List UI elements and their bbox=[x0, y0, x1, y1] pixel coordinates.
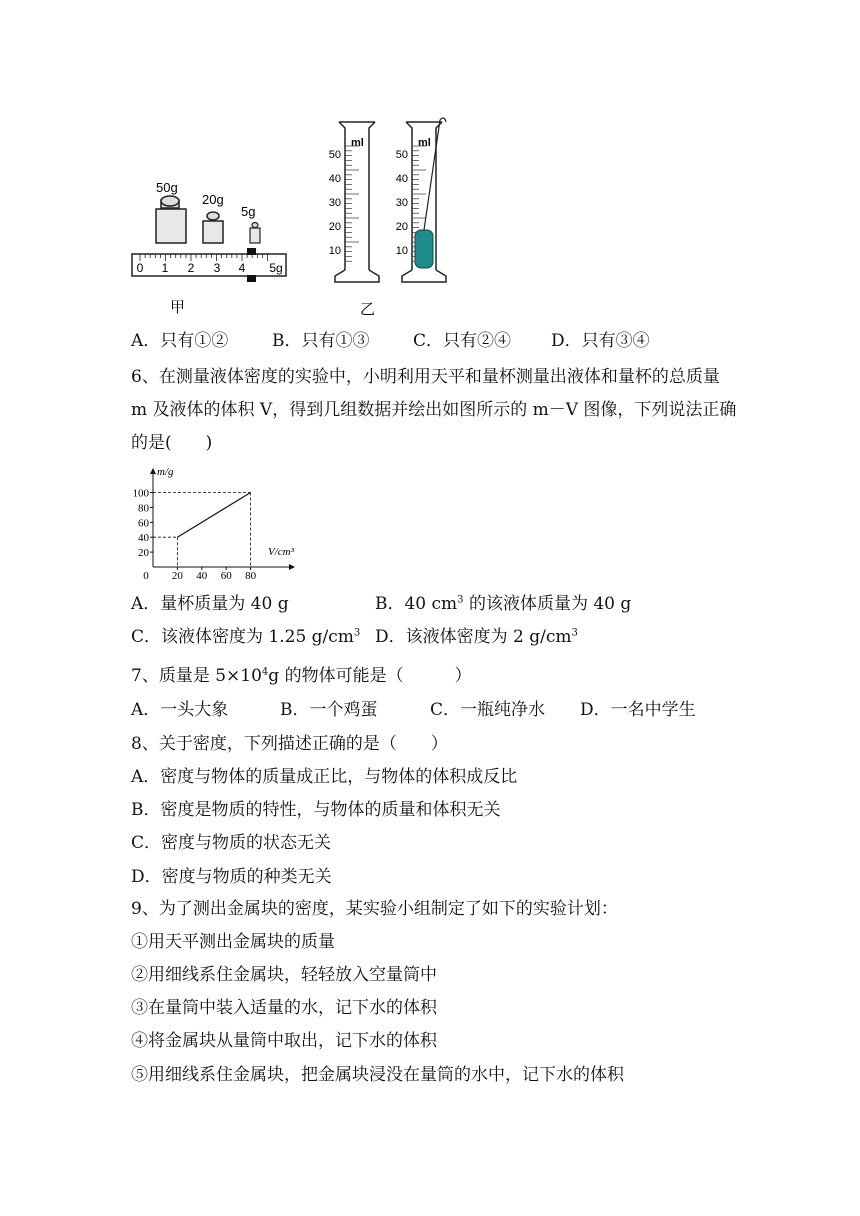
balance-ruler bbox=[132, 248, 286, 282]
ruler-label-3: 3 bbox=[213, 261, 221, 275]
y-tick-label: 40 bbox=[138, 532, 149, 545]
x-axis-label: V/cm³ bbox=[268, 546, 294, 558]
q9-step-4: ④将金属块从量筒中取出，记下水的体积 bbox=[131, 1031, 437, 1051]
q6-stem-line1: 6、在测量液体密度的实验中，小明利用天平和量杯测量出液体和量杯的总质量 bbox=[131, 367, 720, 387]
q8-option-d: D．密度与物质的种类无关 bbox=[131, 867, 332, 887]
q8-option-a: A．密度与物体的质量成正比，与物体的体积成反比 bbox=[131, 767, 518, 787]
mv-chart bbox=[126, 463, 306, 583]
q7-option-c: C．一瓶纯净水 bbox=[430, 700, 546, 720]
q5-option-c: C．只有②④ bbox=[413, 331, 512, 351]
q9-step-3: ③在量筒中装入适量的水，记下水的体积 bbox=[131, 998, 437, 1018]
y-tick-label: 100 bbox=[132, 487, 149, 500]
weight-20g bbox=[202, 192, 224, 243]
cyl1-label-30: 30 bbox=[328, 197, 341, 209]
q9-step-5: ⑤用细线系住金属块，把金属块浸没在量筒的水中，记下水的体积 bbox=[131, 1065, 624, 1085]
q6-option-d: D．该液体密度为 2 $g/cm^3$ bbox=[375, 627, 578, 647]
q7-option-a: A．一头大象 bbox=[131, 700, 229, 720]
cyl2-label-30: 30 bbox=[395, 197, 408, 209]
q7-option-b: B．一个鸡蛋 bbox=[280, 700, 378, 720]
q6-option-c: C．该液体密度为 1.25 $g/cm^3$ bbox=[131, 627, 361, 647]
ruler-label-4: 4 bbox=[238, 261, 246, 275]
measuring-cylinder-empty bbox=[335, 122, 379, 282]
q8-stem: 8、关于密度，下列描述正确的是（ ） bbox=[131, 734, 448, 754]
q6-stem-line3: 的是( ) bbox=[131, 433, 213, 453]
origin-label: 0 bbox=[143, 570, 149, 582]
y-tick-label: 20 bbox=[138, 547, 149, 560]
submerged-object bbox=[415, 230, 433, 268]
cyl2-label-40: 40 bbox=[395, 173, 408, 185]
measuring-cylinder-with-object bbox=[402, 118, 446, 282]
weight-50g bbox=[156, 180, 186, 243]
q9-step-2: ②用细线系住金属块，轻轻放入空量筒中 bbox=[131, 965, 437, 985]
figure-label-yi: 乙 bbox=[360, 300, 376, 318]
q7-stem: 7、质量是 $5\times 10^4g$ 的物体可能是（ ） bbox=[131, 666, 472, 686]
q7-option-d: D．一名中学生 bbox=[580, 700, 696, 720]
x-tick-label: 40 bbox=[196, 570, 208, 582]
data-line bbox=[177, 493, 250, 538]
q5-option-b: B．只有①③ bbox=[272, 331, 370, 351]
cyl1-label-50: 50 bbox=[328, 149, 341, 161]
q5-option-a: A．只有①② bbox=[131, 331, 229, 351]
rider-top bbox=[247, 248, 256, 255]
x-tick-label: 20 bbox=[171, 570, 183, 582]
weight-5g bbox=[241, 204, 260, 243]
x-tick-label: 60 bbox=[220, 570, 232, 582]
q8-option-b: B．密度是物质的特性，与物体的质量和体积无关 bbox=[131, 800, 501, 820]
cyl2-label-10: 10 bbox=[395, 245, 408, 257]
q6-option-a: A．量杯质量为 40 g bbox=[131, 594, 289, 614]
q9-step-1: ①用天平测出金属块的质量 bbox=[131, 932, 335, 952]
q6-stem-line2: m 及液体的体积 V，得到几组数据并绘出如图所示的 m－V 图像，下列说法正确 bbox=[131, 400, 737, 420]
svg-text:ml: ml bbox=[351, 137, 364, 149]
q5-option-d: D．只有③④ bbox=[551, 331, 650, 351]
rider-bottom bbox=[247, 275, 256, 282]
y-axis-label: m/g bbox=[157, 466, 174, 478]
svg-text:ml: ml bbox=[418, 137, 431, 149]
cyl1-label-40: 40 bbox=[328, 173, 341, 185]
ruler-label-2: 2 bbox=[187, 261, 195, 275]
cyl1-label-20: 20 bbox=[328, 221, 341, 233]
y-tick-label: 60 bbox=[138, 517, 149, 530]
ruler-label-0: 0 bbox=[136, 261, 144, 275]
q6-option-b: B．40 $cm^3$ 的该液体质量为 40 g bbox=[375, 594, 632, 614]
q8-option-c: C．密度与物质的状态无关 bbox=[131, 833, 332, 853]
weight-5g-label: 5g bbox=[241, 204, 256, 219]
figure-label-jia: 甲 bbox=[170, 298, 186, 316]
cyl2-label-50: 50 bbox=[395, 149, 408, 161]
x-tick-label: 80 bbox=[245, 570, 257, 582]
weight-50g-label: 50g bbox=[156, 180, 178, 195]
q9-stem: 9、为了测出金属块的密度，某实验小组制定了如下的实验计划： bbox=[131, 899, 618, 919]
ruler-label-1: 1 bbox=[161, 261, 169, 275]
cyl2-label-20: 20 bbox=[395, 221, 408, 233]
balance-cylinder-figure bbox=[120, 110, 460, 320]
cyl1-label-10: 10 bbox=[328, 245, 341, 257]
y-tick-label: 80 bbox=[138, 502, 149, 515]
ruler-label-5: 5g bbox=[269, 261, 283, 275]
weight-20g-label: 20g bbox=[202, 192, 224, 207]
